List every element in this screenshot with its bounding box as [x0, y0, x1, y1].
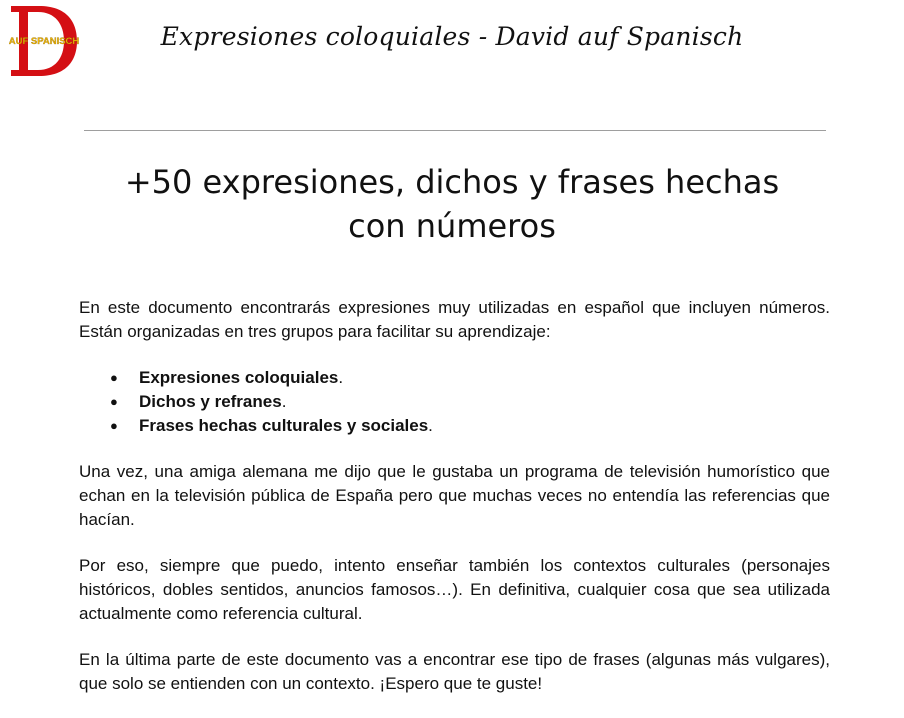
header-divider — [84, 130, 826, 131]
list-item-label: Dichos y refranes — [139, 392, 282, 411]
bullet-icon: ● — [110, 370, 118, 385]
logo-text: AUF SPANISCH — [9, 36, 79, 47]
list-item-label: Frases hechas culturales y sociales — [139, 416, 429, 435]
list-item — [79, 414, 830, 438]
list-item — [79, 390, 830, 414]
list-item-label: Expresiones coloquiales — [139, 368, 339, 387]
document-body — [79, 296, 830, 718]
intro-paragraph: En este documento encontrarás expresiones muy utilizadas en español que incluyen números. Están organizadas en tres grupos para facilitar su aprendizaje: — [79, 298, 830, 341]
bullet-icon: ● — [110, 418, 118, 433]
paragraph-anecdote: Una vez, una amiga alemana me dijo que le gustaba un programa de televisión humorístico que echan en la televisión pública de España pero que muchas veces no entendía las referencias que hacían. — [79, 462, 830, 529]
list-item-suffix: . — [281, 392, 287, 411]
list-item-suffix: . — [428, 416, 433, 435]
document-title — [60, 160, 844, 248]
list-item-suffix: . — [338, 368, 344, 387]
bullet-icon: ● — [110, 394, 118, 409]
document-title-line-1: +50 expresiones, dichos y frases hechas — [124, 163, 780, 201]
paragraph-closing: En la última parte de este documento vas a encontrar ese tipo de frases (algunas más vulgares), que solo se entienden con un contexto. ¡Espero que te guste! — [79, 650, 830, 693]
list-item — [79, 366, 830, 390]
header-title: Expresiones coloquiales - David auf Spanisch — [160, 22, 744, 51]
groups-list — [79, 366, 830, 438]
paragraph-cultural-context: Por eso, siempre que puedo, intento enseñar también los contextos culturales (personajes históricos, dobles sentidos, anuncios famosos…). En definitiva, cualquier cosa que sea utilizada actualmente como referencia cultural. — [79, 556, 830, 623]
document-title-line-2: con números — [348, 207, 556, 245]
